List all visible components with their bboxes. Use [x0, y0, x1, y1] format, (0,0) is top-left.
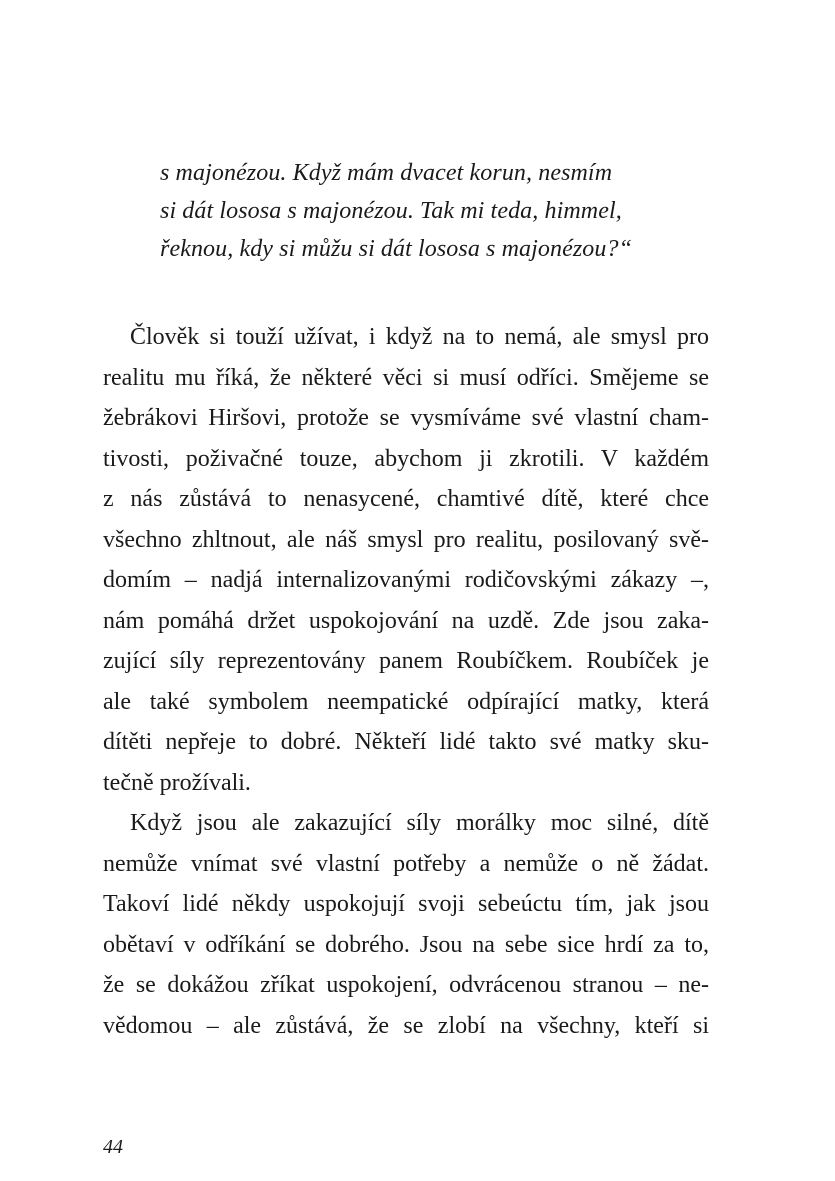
- page-number: 44: [103, 1136, 123, 1158]
- text-line: Takoví lidé někdy uspokojují svoji sebeúctu tím, jak jsou: [103, 891, 709, 917]
- text-line: ale také symbolem neempatické odpírající matky, která: [103, 688, 709, 715]
- quote-line: řeknou, kdy si můžu si dát lososa s majonézou?“: [160, 236, 633, 262]
- text-line: obětaví v odříkání se dobrého. Jsou na sebe sice hrdí za to,: [103, 931, 709, 958]
- text-line: žebrákovi Hiršovi, protože se vysmíváme své vlastní cham-: [103, 405, 709, 431]
- text-line: domím – nadjá internalizovanými rodičovskými zákazy –,: [103, 567, 709, 593]
- text-line: tečně prožívali.: [103, 769, 251, 796]
- body-text: [103, 317, 709, 1046]
- text-line: Člověk si touží užívat, i když na to nemá, ale smysl pro: [130, 324, 709, 350]
- text-line: dítěti nepřeje to dobré. Někteří lidé takto své matky sku-: [103, 729, 709, 755]
- text-line: z nás zůstává to nenasycené, chamtivé dítě, které chce: [103, 486, 709, 512]
- paragraph: [103, 803, 709, 1046]
- quote-line: si dát lososa s majonézou. Tak mi teda, himmel,: [160, 198, 622, 224]
- text-line: tivosti, poživačné touze, abychom ji zkrotili. V každém: [103, 445, 709, 472]
- text-line: vědomou – ale zůstává, že se zlobí na všechny, kteří si: [103, 1012, 709, 1039]
- quote-line: s majonézou. Když mám dvacet korun, nesmím: [160, 160, 613, 186]
- text-line: realitu mu říká, že některé věci si musí odříci. Smějeme se: [103, 364, 709, 391]
- text-line: že se dokážou zříkat uspokojení, odvrácenou stranou – ne-: [103, 972, 709, 998]
- block-quote: [160, 154, 720, 268]
- paragraph: [103, 317, 709, 803]
- text-line: zující síly reprezentovány panem Roubíčkem. Roubíček je: [103, 648, 709, 674]
- text-line: nám pomáhá držet uspokojování na uzdě. Zde jsou zaka-: [103, 607, 709, 634]
- text-line: Když jsou ale zakazující síly morálky moc silné, dítě: [130, 810, 709, 836]
- text-line: všechno zhltnout, ale náš smysl pro realitu, posilovaný svě-: [103, 526, 709, 553]
- text-line: nemůže vnímat své vlastní potřeby a nemůže o ně žádat.: [103, 850, 709, 877]
